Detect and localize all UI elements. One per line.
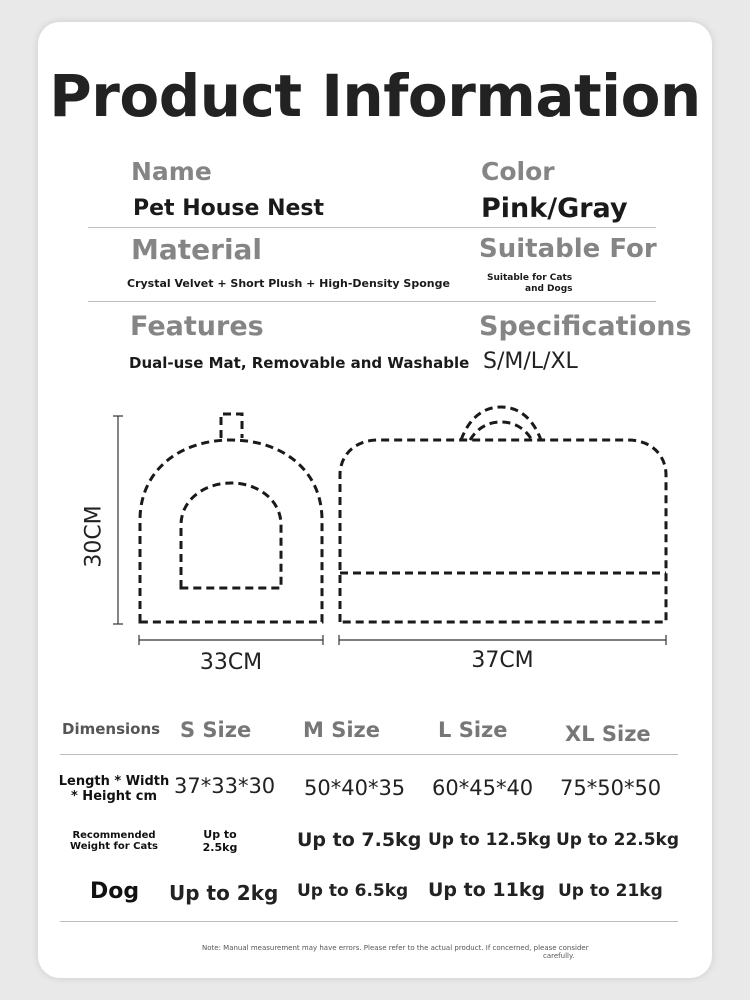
material-value: Crystal Velvet + Short Plush + High-Density Sponge bbox=[127, 277, 450, 290]
side-handle-inner bbox=[470, 422, 532, 440]
note-line-1: Note: Manual measurement may have errors. Please refer to the actual product. If concerned, please consider bbox=[202, 944, 589, 952]
lwh-label: Length * Width * Height cm bbox=[58, 774, 170, 804]
color-value: Pink/Gray bbox=[481, 193, 628, 224]
dimensions-label: Dimensions bbox=[62, 720, 161, 738]
size-header-xl: XL Size bbox=[565, 722, 651, 746]
table-divider-bottom bbox=[60, 921, 678, 922]
dog-label: Dog bbox=[90, 879, 140, 904]
cat-weight-m: Up to 7.5kg bbox=[297, 829, 422, 851]
lwh-value-m: 50*40*35 bbox=[304, 776, 406, 800]
material-label: Material bbox=[131, 233, 263, 266]
specifications-label: Specifications bbox=[479, 311, 692, 342]
specifications-value: S/M/L/XL bbox=[483, 349, 578, 374]
note-line-2: carefully. bbox=[543, 952, 575, 960]
height-label: 30CM bbox=[81, 505, 107, 568]
suitable-value-line2: and Dogs bbox=[525, 284, 573, 294]
cat-weight-label: Recommended Weight for Cats bbox=[70, 830, 158, 852]
suitable-value-line1: Suitable for Cats bbox=[487, 273, 573, 283]
cat-weight-xl: Up to 22.5kg bbox=[556, 830, 680, 850]
table-divider-top bbox=[60, 754, 678, 755]
name-value: Pet House Nest bbox=[133, 196, 325, 221]
lwh-value-l: 60*45*40 bbox=[432, 776, 534, 800]
side-outer-outline bbox=[340, 440, 666, 622]
dog-weight-m: Up to 6.5kg bbox=[297, 881, 409, 901]
front-entrance-outline bbox=[181, 483, 281, 588]
dog-weight-l: Up to 11kg bbox=[428, 879, 546, 901]
front-outer-outline bbox=[140, 440, 322, 622]
cat-weight-l: Up to 12.5kg bbox=[428, 830, 552, 850]
features-label: Features bbox=[130, 311, 264, 342]
name-label: Name bbox=[131, 157, 212, 186]
size-header-s: S Size bbox=[180, 718, 252, 742]
features-value: Dual-use Mat, Removable and Washable bbox=[129, 354, 470, 372]
color-label: Color bbox=[481, 157, 555, 186]
length-label: 37CM bbox=[471, 648, 534, 673]
dog-weight-s: Up to 2kg bbox=[169, 881, 279, 905]
page-title: Product Information bbox=[49, 62, 701, 130]
size-header-l: L Size bbox=[438, 718, 508, 742]
lwh-value-xl: 75*50*50 bbox=[560, 776, 662, 800]
size-header-m: M Size bbox=[303, 718, 380, 742]
lwh-value-s: 37*33*30 bbox=[174, 774, 276, 798]
front-top-tab bbox=[221, 414, 242, 438]
suitable-label: Suitable For bbox=[479, 234, 657, 264]
cat-weight-s: Up to 2.5kg bbox=[202, 828, 238, 854]
width-label: 33CM bbox=[199, 650, 263, 675]
dog-weight-xl: Up to 21kg bbox=[558, 881, 663, 901]
